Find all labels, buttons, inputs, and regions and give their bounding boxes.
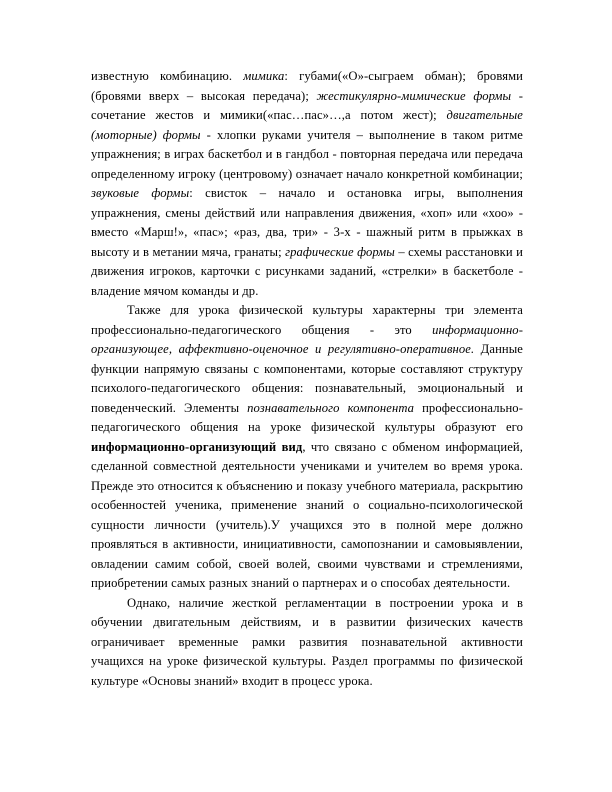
paragraph-2 — [91, 301, 523, 594]
paragraph-3 — [91, 594, 523, 692]
italic-run: мимика — [243, 69, 285, 83]
italic-run: звуковые формы — [91, 186, 190, 200]
text-run: Данные функции напрямую связаны с компонентами, которые составляют структуру психолого-педагогического общения: познавательный, эмоциональный и поведенческий. Элементы — [91, 342, 523, 415]
text-run: : свисток – начало и остановка игры, выполнения упражнения, смены действий или направления движения, «хоп» или «хоо» - вместо «Марш!», «пас»; «раз, два, три» - 3-х - шажный ритм в прыжках в высоту и в метании мяча, гранаты; — [91, 186, 523, 259]
text-run: Однако, наличие жесткой регламентации в построении урока и в обучении двигательным действиям, и в развитии физических качеств ограничивает временные рамки развития познавательной активности учащихся на уроке физической культуры. Раздел программы по физической культуре «Основы знаний» входит в процесс урока. — [91, 595, 523, 688]
document-page — [91, 67, 523, 691]
text-run: известную комбинацию. — [91, 69, 244, 83]
text-run: , что связано с обменом информацией, сделанной совместной деятельности учениками и учителем во время урока. Прежде это относится к объяснению и показу учебного материала, раскрытию особенностей ученика, применение знаний о социально-психологической сущности личности (учитель).У учащихся это в полной мере должно проявляться в активности, инициативности, самопознании и самовыявлении, овладении самим собой, своей волей, своими чувствами и стремлениями, приобретении самых разных знаний о партнерах и о способах деятельности. — [91, 439, 523, 590]
italic-run: двигательные (моторные) формы — [91, 108, 523, 142]
paragraph-1 — [91, 67, 523, 301]
text-run: Также для урока физической культуры характерны три элемента профессионально-педагогического общения - это — [91, 303, 523, 337]
text-run: - хлопки руками учителя – выполнение в таком ритме упражнения; в играх баскетбол и в гандбол - повторная передача или передача определенному игроку (центровому) означает начало конкретной комбинации; — [91, 127, 523, 181]
text-run: – схемы расстановки и движения игроков, карточки с рисунками заданий, «стрелки» в баскетболе - владение мячом команды и др. — [91, 244, 523, 298]
text-run: : губами(«О»-сыграем обман); бровями (бровями вверх – высокая передача); — [91, 69, 524, 103]
italic-run: познавательного компонента — [247, 400, 415, 415]
italic-run: жестикулярно-мимические формы — [316, 88, 512, 103]
italic-run: графические формы — [285, 244, 395, 259]
text-run: - сочетание жестов и мимики(«пас…пас»…,а потом жест); — [91, 88, 523, 122]
italic-run: информационно-организующее, аффективно-оценочное и регулятивно-оперативное. — [91, 322, 523, 356]
bold-run: информационно-организующий вид — [91, 439, 303, 454]
text-run: профессионально-педагогического общения на уроке физической культуры образуют его — [91, 400, 523, 434]
